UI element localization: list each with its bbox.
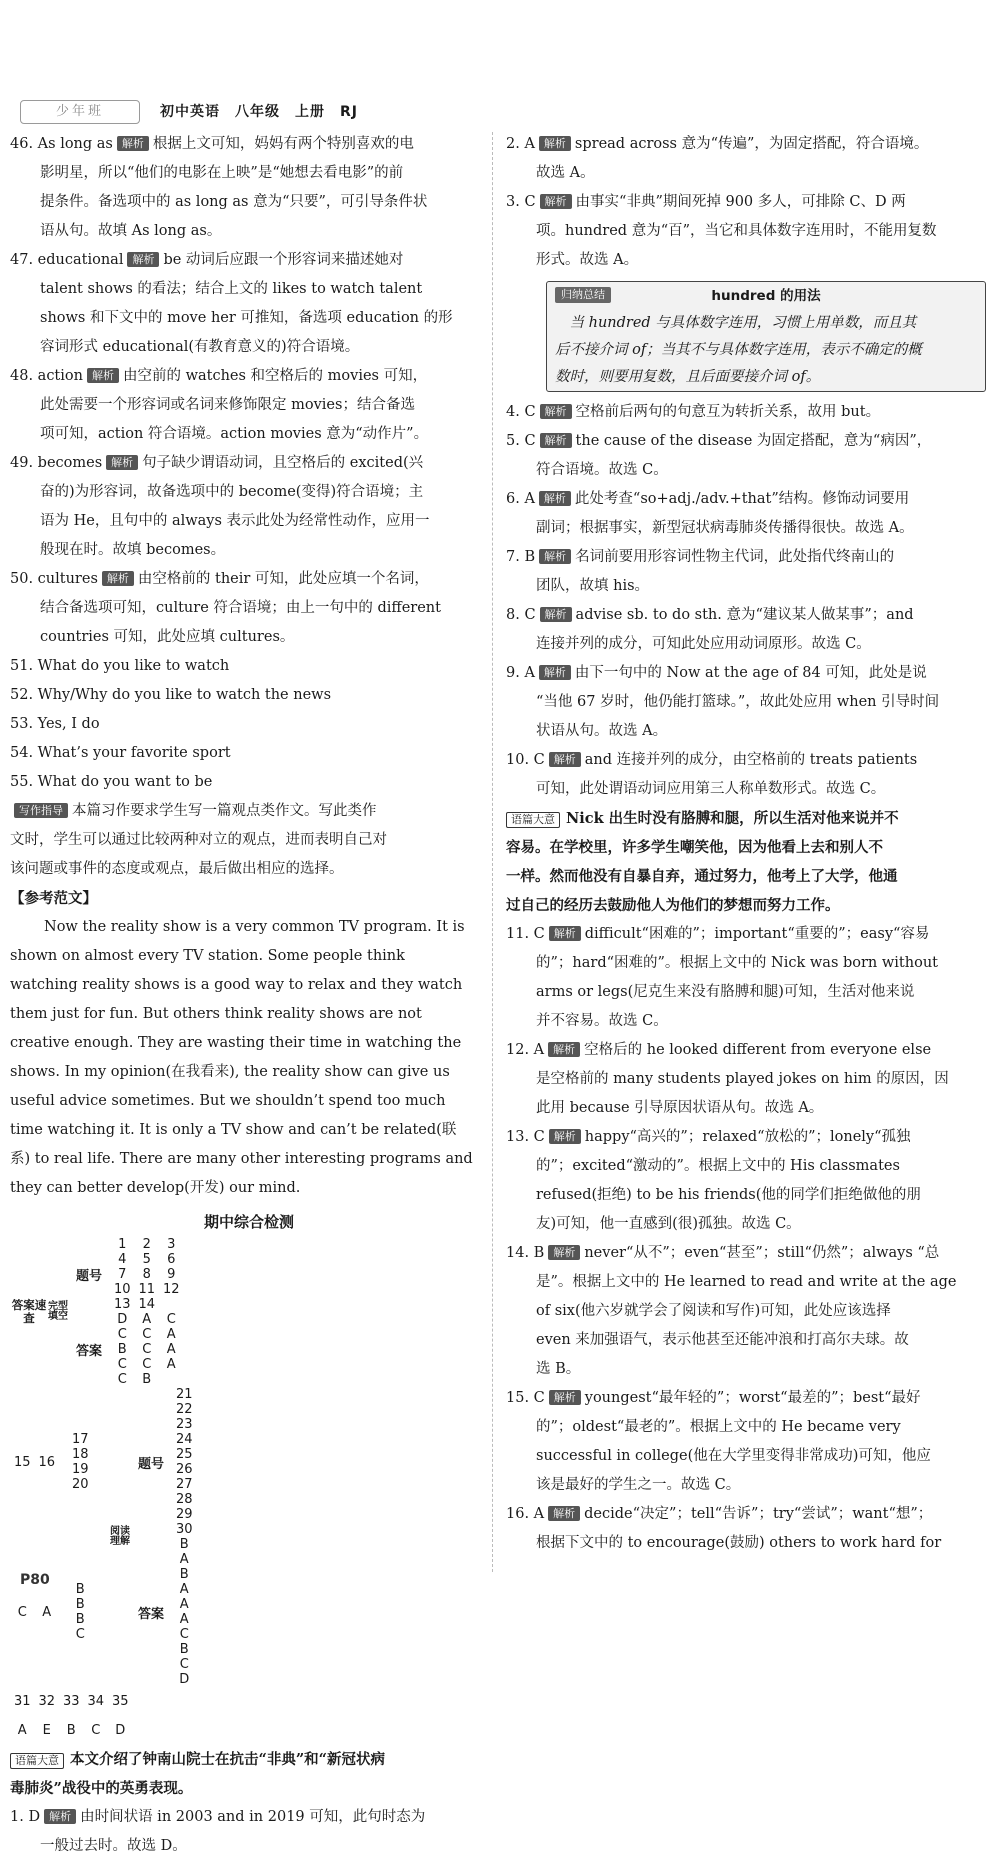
summary-title: hundred 的用法 [711, 288, 821, 304]
answer-line [10, 623, 488, 652]
essay-line: creative enough. They are wasting their time in watching the [10, 1035, 462, 1051]
answer-line [506, 188, 986, 217]
answer-line [10, 362, 488, 391]
answer-key: 2. A [506, 136, 535, 152]
answer-explanation: 副词；根据事实，新型冠状病毒肺炎传播得很快。故选 A。 [536, 520, 914, 536]
answer-block-2-3 [506, 130, 986, 275]
answer-line [10, 304, 488, 333]
right-column [506, 130, 986, 1558]
answer-explanation: the cause of the disease 为固定搭配，意为“病因”， [575, 433, 932, 449]
answer-block-11-16 [506, 920, 986, 1558]
sample-essay-title: 【参考范文】 [10, 890, 97, 907]
answer-cell: 18 [71, 1447, 89, 1462]
passage-gist-line: 一样。然而他没有自暴自弃，通过努力，他考上了大学，他通 [506, 868, 898, 885]
answer-line [506, 775, 986, 804]
answer-block-1 [10, 1803, 488, 1861]
answer-line [506, 456, 986, 485]
analysis-tag: 解析 [106, 455, 138, 470]
answer-cell: 35 [111, 1694, 129, 1709]
answer-line [506, 159, 986, 188]
answer-explanation: 该是最好的学生之一。故选 C。 [536, 1477, 741, 1493]
answer-line [506, 1123, 986, 1152]
summary-tag: 归纳总结 [555, 287, 611, 303]
answer-line [506, 1036, 986, 1065]
answer-cell: 4 [118, 1252, 127, 1267]
answer-line [506, 1355, 986, 1384]
answer-key: 9. A [506, 665, 535, 681]
essay-line: them just for fun. But others think reality shows are not [10, 1006, 422, 1022]
num-label: 题号 [137, 1456, 164, 1472]
analysis-tag: 解析 [539, 665, 571, 680]
answer-explanation: 的”；hard“困难的”。根据上文中的 Nick was born without [536, 955, 938, 971]
answer-key: 12. A [506, 1042, 545, 1058]
answer-line [506, 1210, 986, 1239]
passage-gist-line: 过自己的经历去鼓励他人为他们的梦想而努力工作。 [506, 897, 840, 914]
answer-explanation: 的”；excited“激动的”。根据上文中的 His classmates [536, 1158, 900, 1174]
answer-explanation: refused(拒绝) to be his friends(他的同学们拒绝做他的朋 [536, 1187, 921, 1203]
answer-block-4-10 [506, 398, 986, 804]
answer-cell: A [179, 1552, 189, 1567]
answer-cell: C [117, 1357, 127, 1372]
answer-line [506, 130, 986, 159]
answer-cell: 27 [175, 1477, 193, 1492]
analysis-tag: 解析 [87, 368, 119, 383]
answer-explanation: 根据上文可知，妈妈有两个特别喜欢的电 [152, 136, 414, 152]
answer-line [10, 333, 488, 362]
essay-line: useful advice sometimes. But we shouldn’t spend too much [10, 1093, 446, 1109]
answer-cell: 21 [175, 1387, 193, 1402]
answer-line [10, 507, 488, 536]
answer-explanation: 由空格前的 their 可知，此处应填一个名词， [137, 571, 429, 587]
answer-line [10, 652, 488, 681]
answer-cell: A [179, 1582, 189, 1597]
answer-line [506, 688, 986, 717]
answer-line [506, 1529, 986, 1558]
answer-explanation: 由事实“非典”期间死掉 900 多人，可排除 C、D 两 [575, 194, 906, 210]
answer-explanation: 状语从句。故选 A。 [536, 723, 668, 739]
answer-cell: A [166, 1327, 176, 1342]
analysis-tag: 解析 [102, 571, 134, 586]
answer-line [506, 1065, 986, 1094]
ans-label: 答案 [75, 1344, 102, 1359]
answer-explanation: 并不容易。故选 C。 [536, 1013, 668, 1029]
answer-cell: C [17, 1604, 27, 1620]
answer-explanation: youngest“最年轻的”；worst“最差的”；best“最好 [584, 1390, 921, 1406]
answer-cell: B [179, 1537, 189, 1552]
answer-block-46-55 [10, 130, 488, 797]
answer-cell: C [179, 1627, 189, 1642]
answer-cell: 7 [118, 1267, 127, 1282]
answer-line [506, 1007, 986, 1036]
answer-explanation: 根据下文中的 to encourage(鼓励) others to work hard for [536, 1535, 942, 1551]
cloze-label: 完型填空 [48, 1301, 68, 1322]
answer-line [506, 427, 986, 456]
answer-cell: 20 [71, 1477, 89, 1492]
answer-explanation: 一般过去时。故选 D。 [40, 1838, 187, 1854]
page-number: P80 [20, 1572, 50, 1588]
answer-line [506, 514, 986, 543]
answer-cell: B [75, 1597, 85, 1612]
answer-line [506, 1384, 986, 1413]
answer-line [10, 420, 488, 449]
answer-line [10, 565, 488, 594]
answer-key: 7. B [506, 549, 536, 565]
answer-cell: A [17, 1723, 27, 1738]
answer-line [506, 1094, 986, 1123]
answer-explanation: even 来加强语气，表示他甚至还能冲浪和打高尔夫球。故 [536, 1332, 909, 1348]
answer-cell: C [142, 1327, 152, 1342]
answer-line [506, 543, 986, 572]
answer-line [506, 978, 986, 1007]
answer-explanation: spread across 意为“传遍”，为固定搭配，符合语境。 [574, 136, 929, 152]
answer-line [10, 536, 488, 565]
answer-cell: 1 [118, 1237, 127, 1252]
answer-key: 6. A [506, 491, 535, 507]
analysis-tag: 解析 [549, 1390, 581, 1405]
answer-key: 11. C [506, 926, 545, 942]
answer-line [506, 217, 986, 246]
answer-key: 50. cultures [10, 571, 98, 587]
answer-line [10, 159, 488, 188]
analysis-tag: 解析 [127, 252, 159, 267]
answer-cell: 30 [175, 1522, 193, 1537]
answer-explanation: advise sb. to do sth. 意为“建议某人做某事”；and [575, 607, 914, 623]
answer-line [10, 768, 488, 797]
answer-cell: 28 [175, 1492, 193, 1507]
answer-cell: 34 [87, 1694, 105, 1709]
answer-cell: D [179, 1672, 190, 1687]
summary-box-head [555, 282, 977, 310]
essay-line: shows. In my opinion(在我看来), the reality show can give us [10, 1064, 450, 1080]
passage-gist-line: 语篇大意 Nick 出生时没有胳膊和腿，所以生活对他来说并不 [506, 804, 986, 833]
answer-cell: 16 [38, 1454, 56, 1470]
answer-cell: 10 [113, 1282, 131, 1297]
answer-key: 54. What’s your favorite sport [10, 745, 231, 761]
answer-cell: 22 [175, 1402, 193, 1417]
answer-cell: 25 [175, 1447, 193, 1462]
answer-cell: A [179, 1597, 189, 1612]
analysis-tag: 解析 [549, 752, 581, 767]
answer-key: 5. C [506, 433, 536, 449]
answer-explanation: 奋的)为形容词，故备选项中的 become(变得)符合语境；主 [40, 484, 424, 500]
answer-line [10, 130, 488, 159]
answer-key: 13. C [506, 1129, 545, 1145]
midterm-title: 期中综合检测 [203, 1213, 294, 1231]
answer-line [506, 1239, 986, 1268]
answer-cell: B [117, 1342, 127, 1357]
answer-explanation: 语为 He，且句中的 always 表示此处为经常性动作，应用一 [40, 513, 430, 529]
summary-line: 后不接介词 of；当其不与具体数字连用，表示不确定的概 [555, 342, 922, 358]
answer-cell: B [142, 1372, 152, 1387]
answer-explanation: never“从不”；even“甚至”；still“仍然”；always “总 [584, 1245, 940, 1261]
answer-explanation: 空格后的 he looked different from everyone else [584, 1042, 932, 1058]
answer-line [506, 1442, 986, 1471]
analysis-tag: 解析 [539, 491, 571, 506]
answer-line [506, 246, 986, 275]
answer-explanation: 团队，故填 his。 [536, 578, 650, 594]
answer-explanation: of six(他六岁就学会了阅读和写作)可知，此处应该选择 [536, 1303, 891, 1319]
answer-line [10, 246, 488, 275]
answer-line [10, 449, 488, 478]
answer-cell: B [75, 1582, 85, 1597]
answer-cell: 23 [175, 1417, 193, 1432]
answer-cell: 12 [162, 1282, 180, 1297]
writing-guide-line: 该问题或事件的态度或观点，最后做出相应的选择。 [10, 861, 344, 877]
essay-line: 系) to real life. There are many other interesting programs and [10, 1151, 473, 1167]
essay-line: shown on almost every TV station. Some people think [10, 948, 405, 964]
answer-line [506, 920, 986, 949]
answer-explanation: 是”。根据上文中的 He learned to read and write at the age [536, 1274, 957, 1290]
answer-cell: C [75, 1627, 85, 1642]
answer-key: 52. Why/Why do you like to watch the news [10, 687, 332, 703]
answer-cell: A [142, 1312, 152, 1327]
answer-explanation: 由时间状语 in 2003 and in 2019 可知，此句时态为 [80, 1809, 426, 1825]
answer-cell: A [42, 1604, 52, 1620]
answer-line [506, 1181, 986, 1210]
answer-explanation: 符合语境。故选 C。 [536, 462, 668, 478]
answer-cell: D [115, 1723, 126, 1738]
answer-line [506, 949, 986, 978]
answer-cell: A [166, 1357, 176, 1372]
answer-cell: C [142, 1357, 152, 1372]
answer-explanation: 项。hundred 意为“百”，当它和具体数字连用时，不能用复数 [536, 223, 937, 239]
num-label: 题号 [75, 1269, 102, 1284]
answer-line [506, 1326, 986, 1355]
answer-line [506, 601, 986, 630]
essay-line: time watching it. It is only a TV show and can’t be related(联 [10, 1122, 457, 1138]
analysis-tag: 解析 [539, 549, 571, 564]
answer-key: 15. C [506, 1390, 545, 1406]
answer-line [506, 398, 986, 427]
analysis-tag: 解析 [548, 1506, 580, 1521]
passage-gist-line: 语篇大意 本文介绍了钟南山院士在抗击“非典”和“新冠状病 [10, 1745, 488, 1774]
answer-cell: 17 [71, 1432, 89, 1447]
answer-explanation: 形式。故选 A。 [536, 252, 639, 268]
answer-cell: 29 [175, 1507, 193, 1522]
answer-line [10, 188, 488, 217]
answer-cell: 26 [175, 1462, 193, 1477]
left-column [10, 130, 488, 1861]
answer-key: 55. What do you want to be [10, 774, 213, 790]
analysis-tag: 解析 [117, 136, 149, 151]
answer-explanation: 连接并列的成分，可知此处应用动词原形。故选 C。 [536, 636, 871, 652]
answer-explanation: 选 B。 [536, 1361, 581, 1377]
answer-cell: 19 [71, 1462, 89, 1477]
answer-explanation: 此处需要一个形容词或名词来修饰限定 movies；结合备选 [40, 397, 415, 413]
answer-cell: C [117, 1372, 127, 1387]
analysis-tag: 解析 [540, 194, 572, 209]
analysis-tag: 解析 [539, 136, 571, 151]
answer-line [506, 1500, 986, 1529]
answer-explanation: 提条件。备选项中的 as long as 意为“只要”，可引导条件状 [40, 194, 428, 210]
answer-cell: 15 [13, 1454, 31, 1470]
answer-explanation: happy“高兴的”；relaxed“放松的”；lonely“孤独 [584, 1129, 911, 1145]
column-divider [492, 132, 493, 1572]
answer-explanation: “当他 67 岁时，他仍能打篮球。”，故此处应用 when 引导时间 [536, 694, 940, 710]
passage-gist-line: 毒肺炎”战役中的英勇表现。 [10, 1780, 193, 1797]
summary-line: 当 hundred 与具体数字连用，习惯上用单数，而且其 [555, 315, 917, 331]
answer-cell: C [91, 1723, 101, 1738]
answer-explanation: successful in college(他在大学里变得非常成功)可知，他应 [536, 1448, 931, 1464]
analysis-tag: 解析 [540, 433, 572, 448]
answer-explanation: 是空格前的 many students played jokes on him 的原因，因 [536, 1071, 949, 1087]
answer-cell: C [142, 1342, 152, 1357]
ans-label: 答案 [137, 1606, 164, 1622]
answer-line [506, 1471, 986, 1500]
answer-line [10, 710, 488, 739]
answer-explanation: difficult“困难的”；important“重要的”；easy“容易 [584, 926, 930, 942]
answer-explanation: 结合备选项可知，culture 符合语境；由上一句中的 different [40, 600, 441, 616]
answer-cell: E [42, 1723, 51, 1738]
answer-key: 16. A [506, 1506, 545, 1522]
answer-explanation: and 连接并列的成分，由空格前的 treats patients [584, 752, 918, 768]
answer-key: 49. becomes [10, 455, 103, 471]
answer-explanation: 由下一句中的 Now at the age of 84 可知，此处是说 [574, 665, 927, 681]
passage-gist-tag: 语篇大意 [10, 1753, 64, 1769]
answer-key: 46. As long as [10, 136, 113, 152]
answer-cell: A [166, 1342, 176, 1357]
answer-cell: 8 [142, 1267, 151, 1282]
answer-cell: B [75, 1612, 85, 1627]
answer-explanation: shows 和下文中的 move her 可推知，备选项 education 的形 [40, 310, 453, 326]
answer-line [10, 275, 488, 304]
answer-cell: C [179, 1657, 189, 1672]
answer-key: 8. C [506, 607, 536, 623]
answer-cell: 31 [13, 1694, 31, 1709]
answer-key: 14. B [506, 1245, 545, 1261]
answer-explanation: 可知，此处谓语动词应用第三人称单数形式。故选 C。 [536, 781, 886, 797]
answer-explanation: 项可知，action 符合语境。action movies 意为“动作片”。 [40, 426, 429, 442]
answer-explanation: arms or legs(尼克生来没有胳膊和腿)可知，生活对他来说 [536, 984, 915, 1000]
answer-line [506, 1268, 986, 1297]
answer-line [10, 217, 488, 246]
answer-line [506, 572, 986, 601]
answer-explanation: 的”；oldest“最老的”。根据上文中的 He became very [536, 1419, 901, 1435]
answer-line [506, 1413, 986, 1442]
answer-explanation: 此处考查“so+adj./adv.+that”结构。修饰动词要用 [574, 491, 910, 507]
passage-gist-line: 容易。在学校里，许多学生嘲笑他，因为他看上去和别人不 [506, 839, 883, 856]
answer-line [10, 391, 488, 420]
answer-explanation: 故选 A。 [536, 165, 595, 181]
answer-explanation: decide“决定”；tell“告诉”；try“尝试”；want“想”； [584, 1506, 933, 1522]
answer-explanation: 句子缺少谓语动词，且空格后的 excited(兴 [142, 455, 424, 471]
answer-line [506, 659, 986, 688]
answer-key: 4. C [506, 404, 536, 420]
answer-explanation: 影明星，所以“他们的电影在上映”是“她想去看电影”的前 [40, 165, 404, 181]
answer-label: 答案速查 [11, 1298, 47, 1325]
answer-cell: 6 [167, 1252, 176, 1267]
answer-explanation: 友)可知，他一直感到(很)孤独。故选 C。 [536, 1216, 801, 1232]
page-header [14, 96, 984, 126]
summary-box [546, 281, 986, 392]
answer-key: 48. action [10, 368, 83, 384]
analysis-tag: 解析 [44, 1809, 76, 1824]
answer-line [10, 1803, 488, 1832]
answer-line [10, 594, 488, 623]
essay-line: watching reality shows is a good way to relax and they watch [10, 977, 463, 993]
answer-cell: 13 [113, 1297, 131, 1312]
writing-guide-line: 写作指导 本篇习作要求学生写一篇观点类作文。写此类作 [10, 797, 488, 826]
answer-key: 10. C [506, 752, 545, 768]
answer-cell: D [117, 1312, 128, 1327]
answer-cell: 2 [142, 1237, 151, 1252]
answer-explanation: 般现在时。故填 becomes。 [40, 542, 226, 558]
answer-cell: C [166, 1312, 176, 1327]
answer-cell: B [179, 1642, 189, 1657]
analysis-tag: 解析 [548, 1042, 580, 1057]
answer-cell: 11 [138, 1282, 156, 1297]
answer-cell: 32 [38, 1694, 56, 1709]
analysis-tag: 解析 [549, 926, 581, 941]
sample-essay [10, 913, 488, 1203]
answer-explanation: 容词形式 educational(有教育意义的)符合语境。 [40, 339, 360, 355]
answer-explanation: 名词前要用形容词性物主代词，此处指代终南山的 [575, 549, 895, 565]
answer-table [10, 1237, 197, 1745]
passage-gist-tag: 语篇大意 [506, 812, 560, 828]
answer-cell: A [179, 1612, 189, 1627]
answer-cell: 33 [62, 1694, 80, 1709]
answer-explanation: 此用 because 引导原因状语从句。故选 A。 [536, 1100, 824, 1116]
essay-line: they can better develop(开发) our mind. [10, 1180, 301, 1196]
essay-line: Now the reality show is a very common TV program. It is [44, 919, 465, 935]
answer-line [10, 681, 488, 710]
answer-explanation: 由空前的 watches 和空格后的 movies 可知， [122, 368, 428, 384]
answer-cell: 9 [167, 1267, 176, 1282]
analysis-tag: 解析 [549, 1129, 581, 1144]
analysis-tag: 解析 [540, 404, 572, 419]
book-subject: 初中英语 八年级 上册 RJ [160, 104, 358, 120]
answer-line [10, 478, 488, 507]
answer-line [506, 717, 986, 746]
answer-key: 1. D [10, 1809, 41, 1825]
analysis-tag: 解析 [540, 607, 572, 622]
answer-key: 3. C [506, 194, 536, 210]
answer-line [506, 485, 986, 514]
answer-line [10, 739, 488, 768]
answer-cell: 5 [142, 1252, 151, 1267]
answer-explanation: countries 可知，此处应填 cultures。 [40, 629, 295, 645]
answer-key: 53. Yes, I do [10, 716, 100, 732]
answer-line [506, 746, 986, 775]
answer-cell: 14 [138, 1297, 156, 1312]
series-logo: 少年班 [20, 100, 140, 124]
writing-guide-tag: 写作指导 [14, 803, 68, 818]
answer-cell: B [66, 1723, 76, 1738]
summary-line: 数时，则要用复数，且后面要接介词 of。 [555, 369, 821, 385]
answer-line [10, 1832, 488, 1861]
answer-cell: B [179, 1567, 189, 1582]
answer-cell: 24 [175, 1432, 193, 1447]
writing-guide-line: 文时，学生可以通过比较两种对立的观点，进而表明自己对 [10, 832, 387, 848]
answer-line [506, 630, 986, 659]
answer-line [506, 1297, 986, 1326]
analysis-tag: 解析 [548, 1245, 580, 1260]
reading-label: 阅读理解 [110, 1526, 130, 1547]
answer-cell: 3 [167, 1237, 176, 1252]
answer-cell: C [117, 1327, 127, 1342]
answer-explanation: 语从句。故填 As long as。 [40, 223, 222, 239]
answer-key: 47. educational [10, 252, 124, 268]
answer-line [506, 1152, 986, 1181]
answer-explanation: be 动词后应跟一个形容词来描述她对 [163, 252, 404, 268]
answer-explanation: talent shows 的看法；结合上文的 likes to watch talent [40, 281, 423, 297]
answer-explanation: 空格前后两句的句意互为转折关系，故用 but。 [575, 404, 881, 420]
answer-key: 51. What do you like to watch [10, 658, 230, 674]
